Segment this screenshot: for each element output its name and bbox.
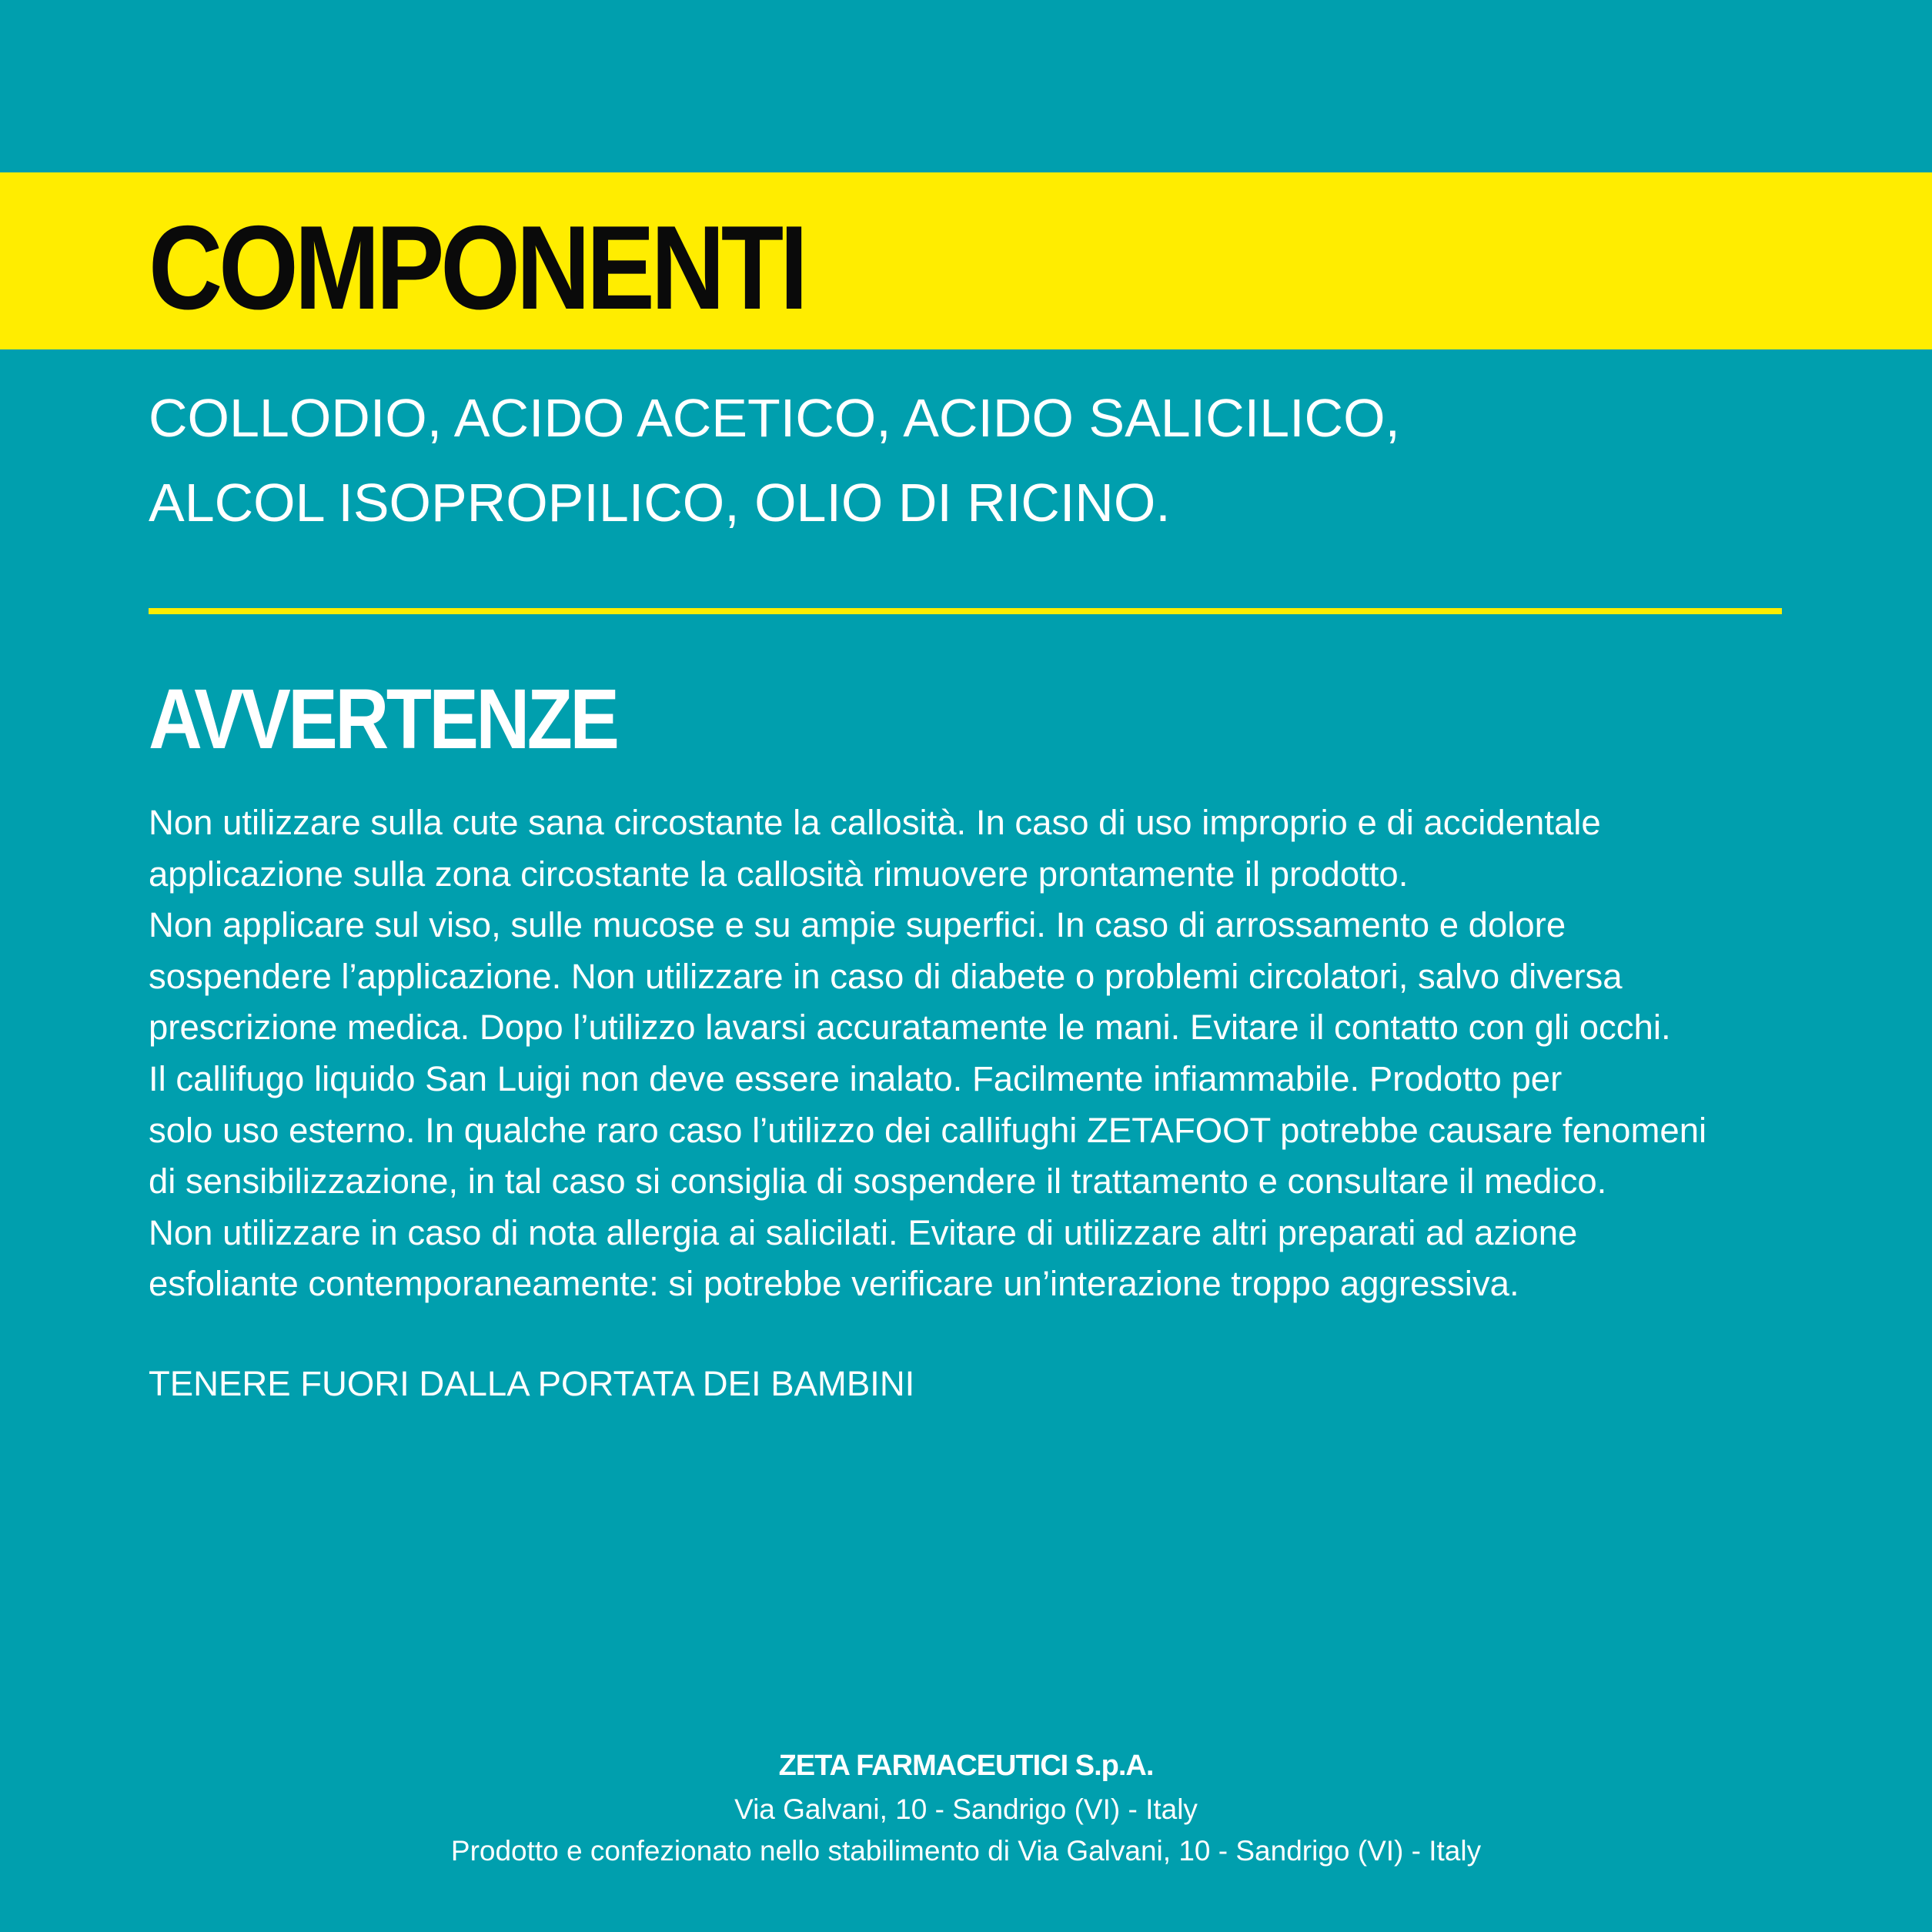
company-name: ZETA FARMACEUTICI S.p.A. xyxy=(778,1750,1154,1782)
footer xyxy=(0,1743,1932,1872)
components-line: ALCOL ISOPROPILICO, OLIO DI RICINO. xyxy=(149,473,1171,533)
keep-away-notice: TENERE FUORI DALLA PORTATA DEI BAMBINI xyxy=(149,1364,915,1403)
components-line: COLLODIO, ACIDO ACETICO, ACIDO SALICILICO, xyxy=(149,388,1400,448)
warnings-title: AVVERTENZE xyxy=(149,672,617,767)
warnings-line: prescrizione medica. Dopo l’utilizzo lavarsi accuratamente le mani. Evitare il contatto con gli occhi. xyxy=(149,1008,1671,1048)
warnings-line: applicazione sulla zona circostante la callosità rimuovere prontamente il prodotto. xyxy=(149,854,1409,894)
warnings-line: Non utilizzare sulla cute sana circostante la callosità. In caso di uso improprio e di accidentale xyxy=(149,803,1601,842)
warnings-line: esfoliante contemporaneamente: si potrebbe verificare un’interazione troppo aggressiva. xyxy=(149,1264,1519,1304)
production-note: Prodotto e confezionato nello stabilimento di Via Galvani, 10 - Sandrigo (VI) - Italy xyxy=(450,1835,1482,1867)
warnings-line: sospendere l’applicazione. Non utilizzare in caso di diabete o problemi circolatori, salvo diversa xyxy=(149,956,1623,996)
warnings-text xyxy=(149,797,1919,1310)
section-divider xyxy=(149,608,1782,614)
components-list xyxy=(149,376,1842,545)
warnings-line: Non utilizzare in caso di nota allergia ai salicilati. Evitare di utilizzare altri preparati ad azione xyxy=(149,1212,1578,1252)
company-address: Via Galvani, 10 - Sandrigo (VI) - Italy xyxy=(734,1793,1198,1825)
warnings-line: di sensibilizzazione, in tal caso si consiglia di sospendere il trattamento e consultare il medico. xyxy=(149,1162,1607,1202)
warnings-line: solo uso esterno. In qualche raro caso l’utilizzo dei callifughi ZETAFOOT potrebbe causare fenomeni xyxy=(149,1110,1707,1150)
warnings-line: Il callifugo liquido San Luigi non deve essere inalato. Facilmente infiammabile. Prodotto per xyxy=(149,1058,1563,1098)
components-title: COMPONENTI xyxy=(149,201,804,334)
warnings-line: Non applicare sul viso, sulle mucose e su ampie superfici. In caso di arrossamento e dolore xyxy=(149,905,1566,945)
